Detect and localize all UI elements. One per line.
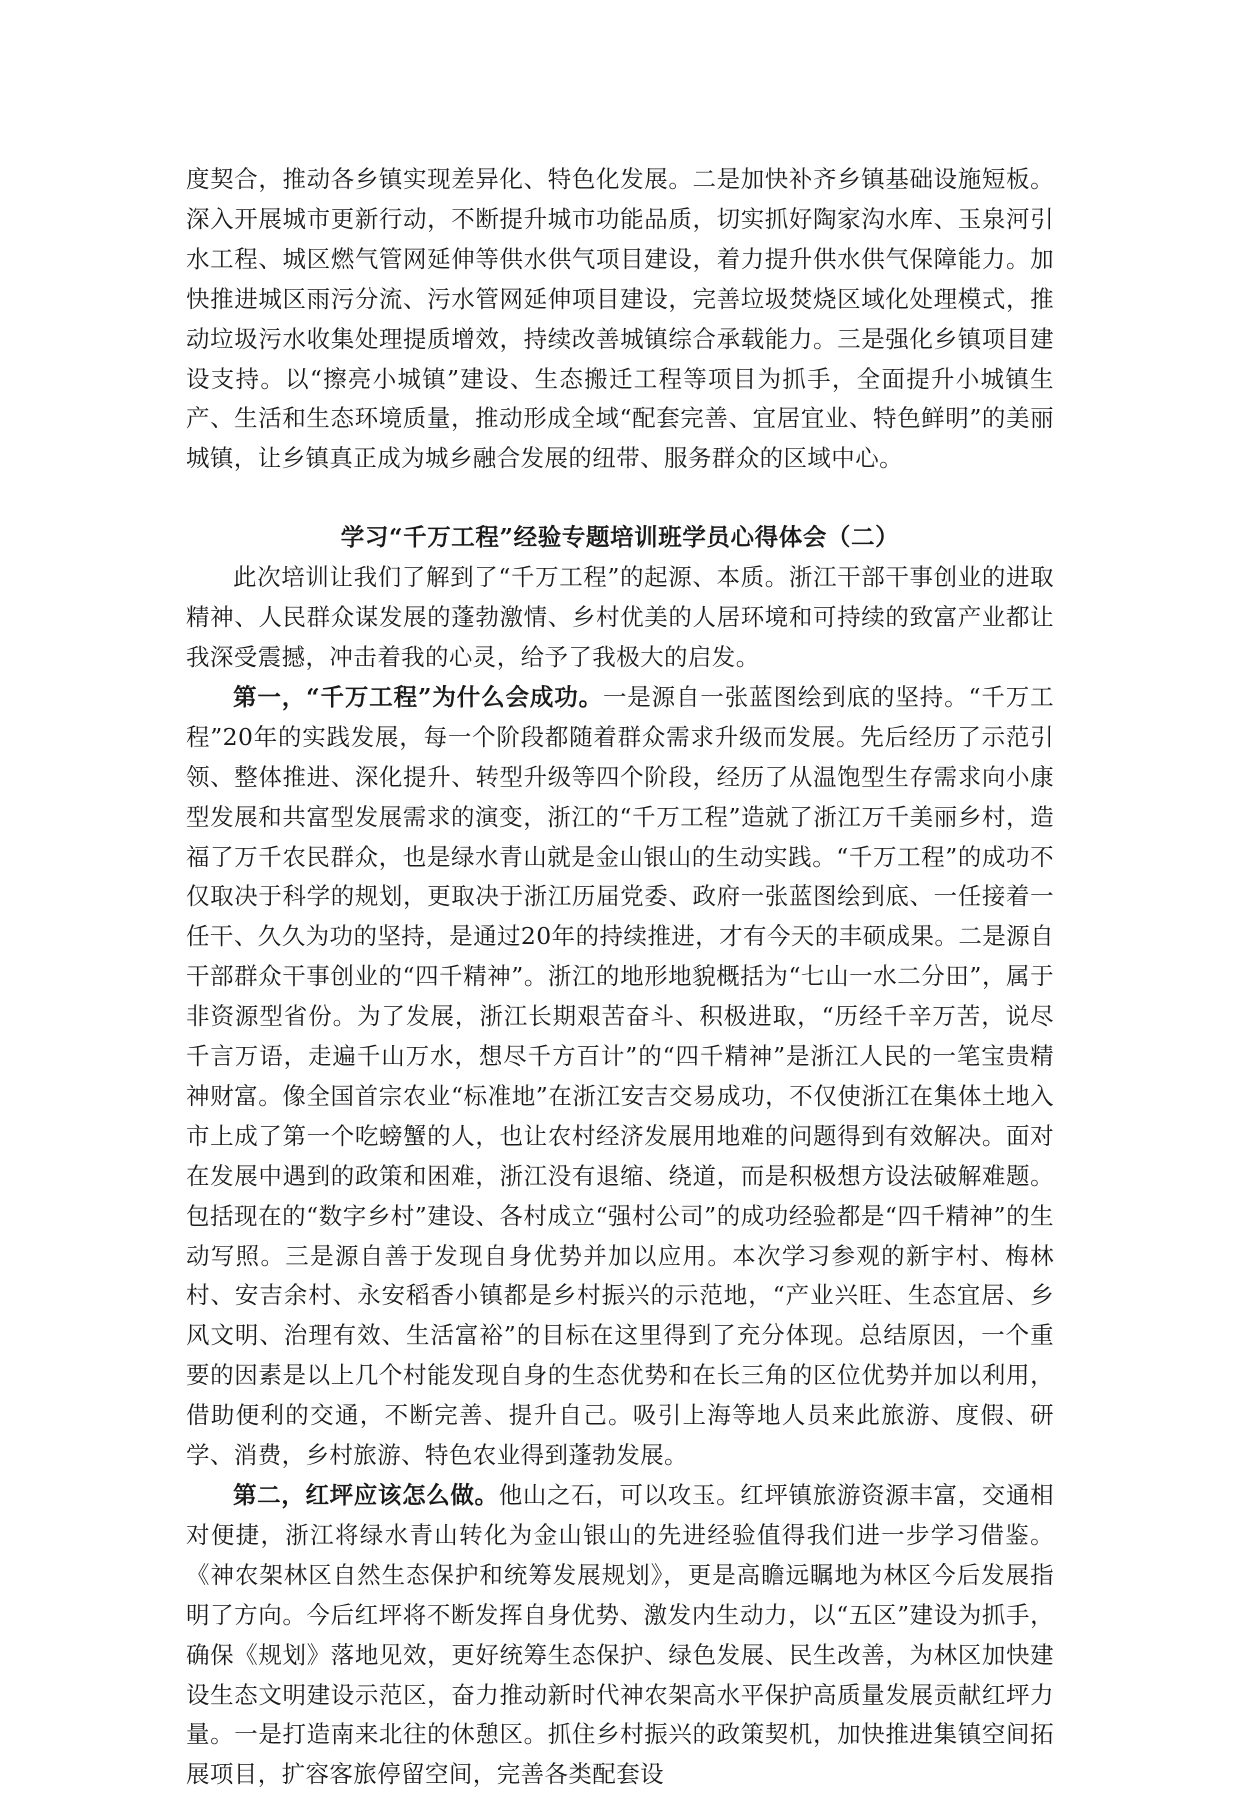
article-title: 学习“千万工程”经验专题培训班学员心得体会（二）: [340, 523, 900, 552]
intro-paragraph: 此次培训让我们了解到了“千万工程”的起源、本质。浙江干部干事创业的进取精神、人民群众谋发展的蓬勃激情、乡村优美的人居环境和可持续的致富产业都让我深受震撼，冲击着我的心灵，给予了我极大的启发。: [186, 563, 1054, 671]
section-one-heading: 第一，“千万工程”为什么会成功。: [233, 682, 603, 711]
section-two-body: 他山之石，可以攻玉。红坪镇旅游资源丰富，交通相对便捷，浙江将绿水青山转化为金山银山的先进经验值得我们进一步学习借鉴。《神农架林区自然生态保护和统筹发展规划》，更是高瞻远瞩地为林区今后发展指明了方向。今后红坪将不断发挥自身优势、激发内生动力，以“五区”建设为抓手，确保《规划》落地见效，更好统筹生态保护、绿色发展、民生改善，为林区加快建设生态文明建设示范区，奋力推动新时代神农架高水平保护高质量发展贡献红坪力量。一是打造南来北往的休憩区。抓住乡村振兴的政策契机，加快推进集镇空间拓展项目，扩容客旅停留空间，完善各类配套设: [186, 1481, 1054, 1789]
section-one-body: 一是源自一张蓝图绘到底的坚持。“千万工程”20年的实践发展，每一个阶段都随着群众需求升级而发展。先后经历了示范引领、整体推进、深化提升、转型升级等四个阶段，经历了从温饱型生存需求向小康型发展和共富型发展需求的演变，浙江的“千万工程”造就了浙江万千美丽乡村，造福了万千农民群众，也是绿水青山就是金山银山的生动实践。“千万工程”的成功不仅取决于科学的规划，更取决于浙江历届党委、政府一张蓝图绘到底、一任接着一任干、久久为功的坚持，是通过20年的持续推进，才有今天的丰硕成果。二是源自干部群众干事创业的“四千精神”。浙江的地形地貌概括为“七山一水二分田”，属于非资源型省份。为了发展，浙江长期艰苦奋斗、积极进取，“历经千辛万苦，说尽千言万语，走遍千山万水，想尽千方百计”的“四千精神”是浙江人民的一笔宝贵精神财富。像全国首宗农业“标准地”在浙江安吉交易成功，不仅使浙江在集体土地入市上成了第一个吃螃蟹的人，也让农村经济发展用地难的问题得到有效解决。面对在发展中遇到的政策和困难，浙江没有退缩、绕道，而是积极想方设法破解难题。包括现在的“数字乡村”建设、各村成立“强村公司”的成功经验都是“四千精神”的生动写照。三是源自善于发现自身优势并加以应用。本次学习参观的新宇村、梅林村、安吉余村、永安稻香小镇都是乡村振兴的示范地，“产业兴旺、生态宜居、乡风文明、治理有效、生活富裕”的目标在这里得到了充分体现。总结原因，一个重要的因素是以上几个村能发现自身的生态优势和在长三角的区位优势并加以利用，借助便利的交通，不断完善、提升自己。吸引上海等地人员来此旅游、度假、研学、消费，乡村旅游、特色农业得到蓬勃发展。: [186, 682, 1054, 1470]
document-body: [186, 160, 1054, 1795]
section-one-paragraph: [186, 678, 1054, 1476]
section-two-paragraph: [186, 1476, 1054, 1795]
continued-paragraph: 度契合，推动各乡镇实现差异化、特色化发展。二是加快补齐乡镇基础设施短板。深入开展城市更新行动，不断提升城市功能品质，切实抓好陶家沟水库、玉泉河引水工程、城区燃气管网延伸等供水供气项目建设，着力提升供水供气保障能力。加快推进城区雨污分流、污水管网延伸项目建设，完善垃圾焚烧区域化处理模式，推动垃圾污水收集处理提质增效，持续改善城镇综合承载能力。三是强化乡镇项目建设支持。以“擦亮小城镇”建设、生态搬迁工程等项目为抓手，全面提升小城镇生产、生活和生态环境质量，推动形成全域“配套完善、宜居宜业、特色鲜明”的美丽城镇，让乡镇真正成为城乡融合发展的纽带、服务群众的区域中心。: [186, 165, 1054, 473]
section-two-heading: 第二，红坪应该怎么做。: [233, 1481, 499, 1509]
